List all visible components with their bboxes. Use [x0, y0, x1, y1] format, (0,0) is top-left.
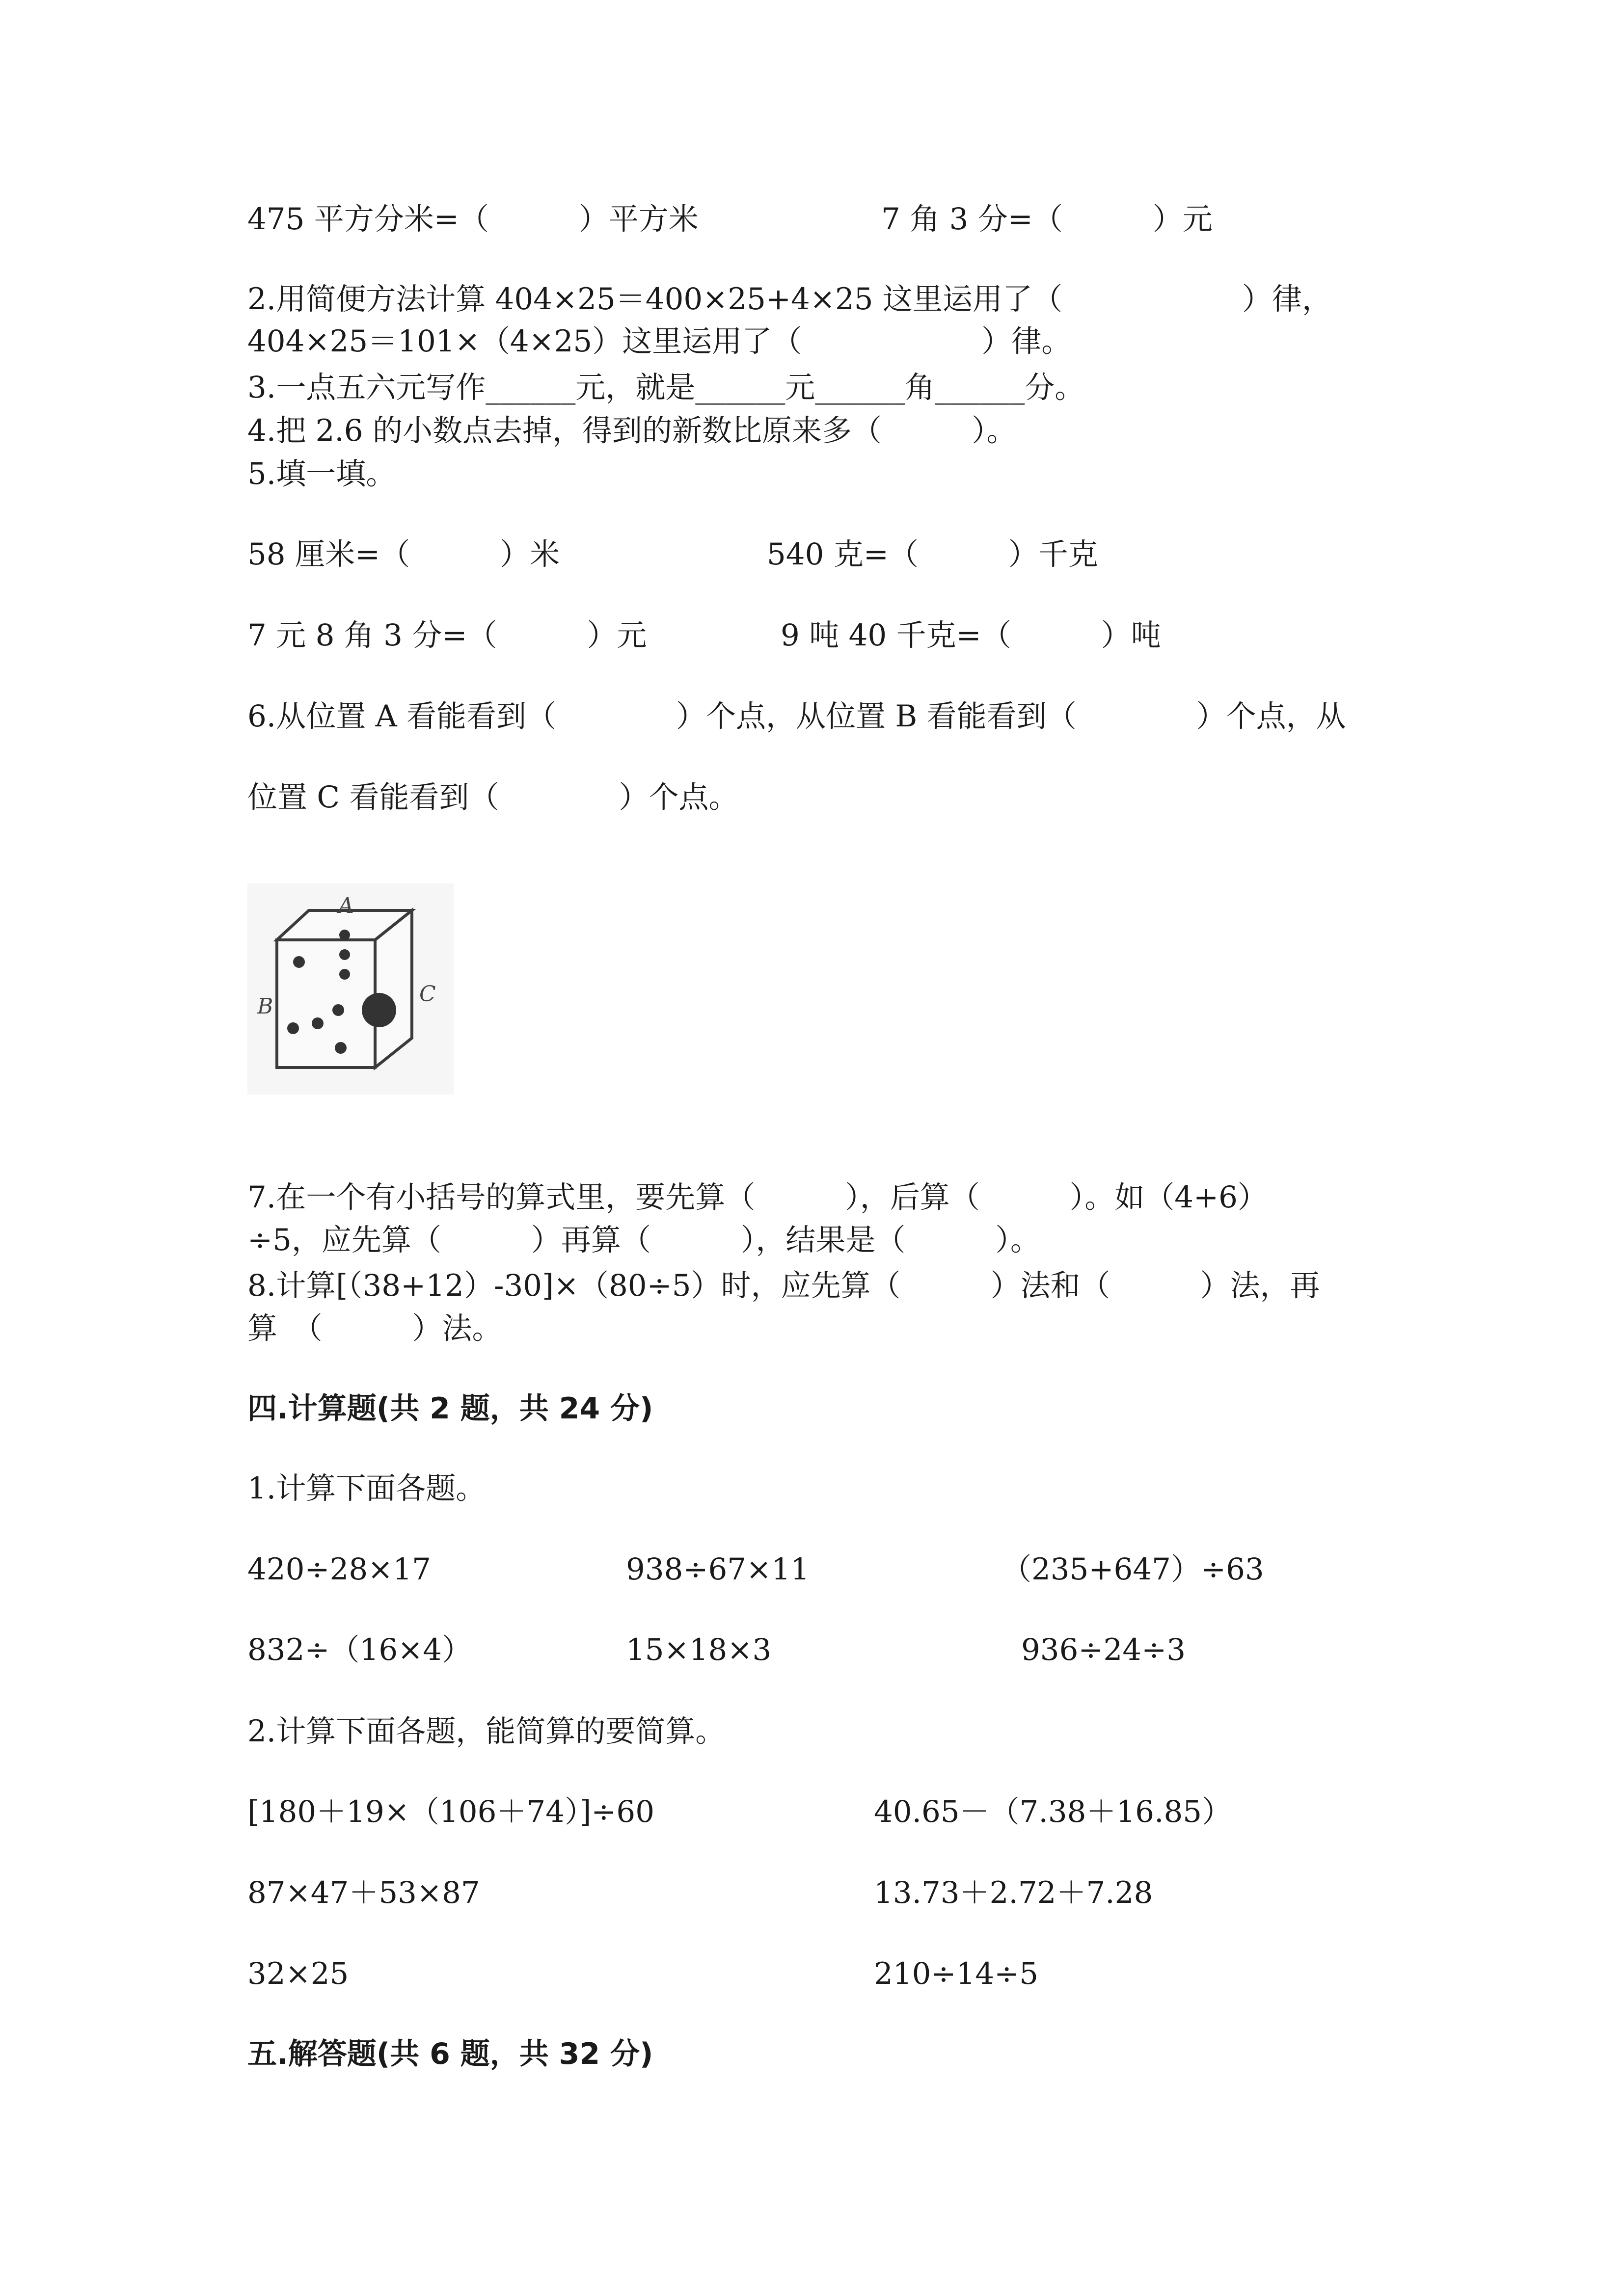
q8-line1: 8.计算[（38+12）-30]×（80÷5）时，应先算（ ）法和（ ）法，再 — [247, 1268, 1320, 1303]
dice-figure — [247, 883, 454, 1095]
right-face-dot — [362, 993, 396, 1027]
calc-item: 13.73＋2.72＋7.28 — [874, 1875, 1153, 1910]
q7-line1: 7.在一个有小括号的算式里，要先算（ ），后算（ ）。如（4+6） — [247, 1180, 1268, 1215]
q8-line2: 算 （ ）法。 — [247, 1311, 502, 1346]
left-face-dot — [335, 1042, 347, 1054]
section4-heading: 四.计算题(共 2 题，共 24 分) — [247, 1391, 653, 1426]
q1-right-item: 7 角 3 分=（ ）元 — [881, 202, 1213, 237]
section4-p1-title: 1.计算下面各题。 — [247, 1471, 486, 1506]
calc-item: [180＋19×（106＋74）]÷60 — [247, 1794, 655, 1829]
q3-text: 3.一点五六元写作______元，就是______元______角______分。 — [247, 370, 1085, 405]
calc-item: 420÷28×17 — [247, 1552, 431, 1587]
label-a: A — [338, 893, 354, 918]
left-face-dot — [287, 1022, 299, 1034]
cube-right-face — [375, 910, 412, 1068]
calc-item: 15×18×3 — [626, 1632, 772, 1667]
left-face-dot — [293, 956, 305, 968]
calc-item: 210÷14÷5 — [874, 1956, 1039, 1991]
q2-line2: 404×25＝101×（4×25）这里运用了（ ）律。 — [247, 324, 1072, 359]
section5-heading: 五.解答题(共 6 题，共 32 分) — [247, 2037, 653, 2071]
calc-item: 32×25 — [247, 1956, 349, 1991]
q2-line1: 2.用简便方法计算 404×25＝400×25+4×25 这里运用了（ ）律， — [247, 282, 1332, 317]
calc-item: 938÷67×11 — [626, 1552, 810, 1587]
q6-line1: 6.从位置 A 看能看到（ ）个点，从位置 B 看能看到（ ）个点，从 — [247, 699, 1346, 734]
q1-left-item: 475 平方分米=（ ）平方米 — [247, 202, 699, 237]
section4-p2-title: 2.计算下面各题，能简算的要简算。 — [247, 1714, 726, 1749]
calc-item: 936÷24÷3 — [1021, 1632, 1186, 1667]
q5-title: 5.填一填。 — [247, 456, 396, 491]
calc-item: （235+647）÷63 — [1001, 1552, 1264, 1587]
label-b: B — [257, 994, 273, 1019]
q5-r2-right: 9 吨 40 千克=（ ）吨 — [781, 618, 1161, 653]
cube-left-face — [277, 940, 375, 1068]
q7-line2: ÷5，应先算（ ）再算（ ），结果是（ ）。 — [247, 1223, 1040, 1257]
calc-item: 832÷（16×4） — [247, 1632, 472, 1667]
calc-item: 40.65－（7.38＋16.85） — [874, 1794, 1232, 1829]
top-face-dot — [339, 949, 350, 960]
q6-line2: 位置 C 看能看到（ ）个点。 — [247, 780, 739, 815]
q5-r1-left: 58 厘米=（ ）米 — [247, 537, 560, 572]
top-face-dot — [339, 930, 350, 940]
q4-text: 4.把 2.6 的小数点去掉，得到的新数比原来多（ ）。 — [247, 413, 1017, 448]
calc-item: 87×47＋53×87 — [247, 1875, 480, 1910]
top-face-dot — [339, 969, 350, 980]
label-c: C — [419, 982, 436, 1007]
left-face-dot — [332, 1004, 344, 1016]
q5-r1-right: 540 克=（ ）千克 — [767, 537, 1098, 572]
q5-r2-left: 7 元 8 角 3 分=（ ）元 — [247, 618, 647, 653]
left-face-dot — [312, 1017, 324, 1029]
